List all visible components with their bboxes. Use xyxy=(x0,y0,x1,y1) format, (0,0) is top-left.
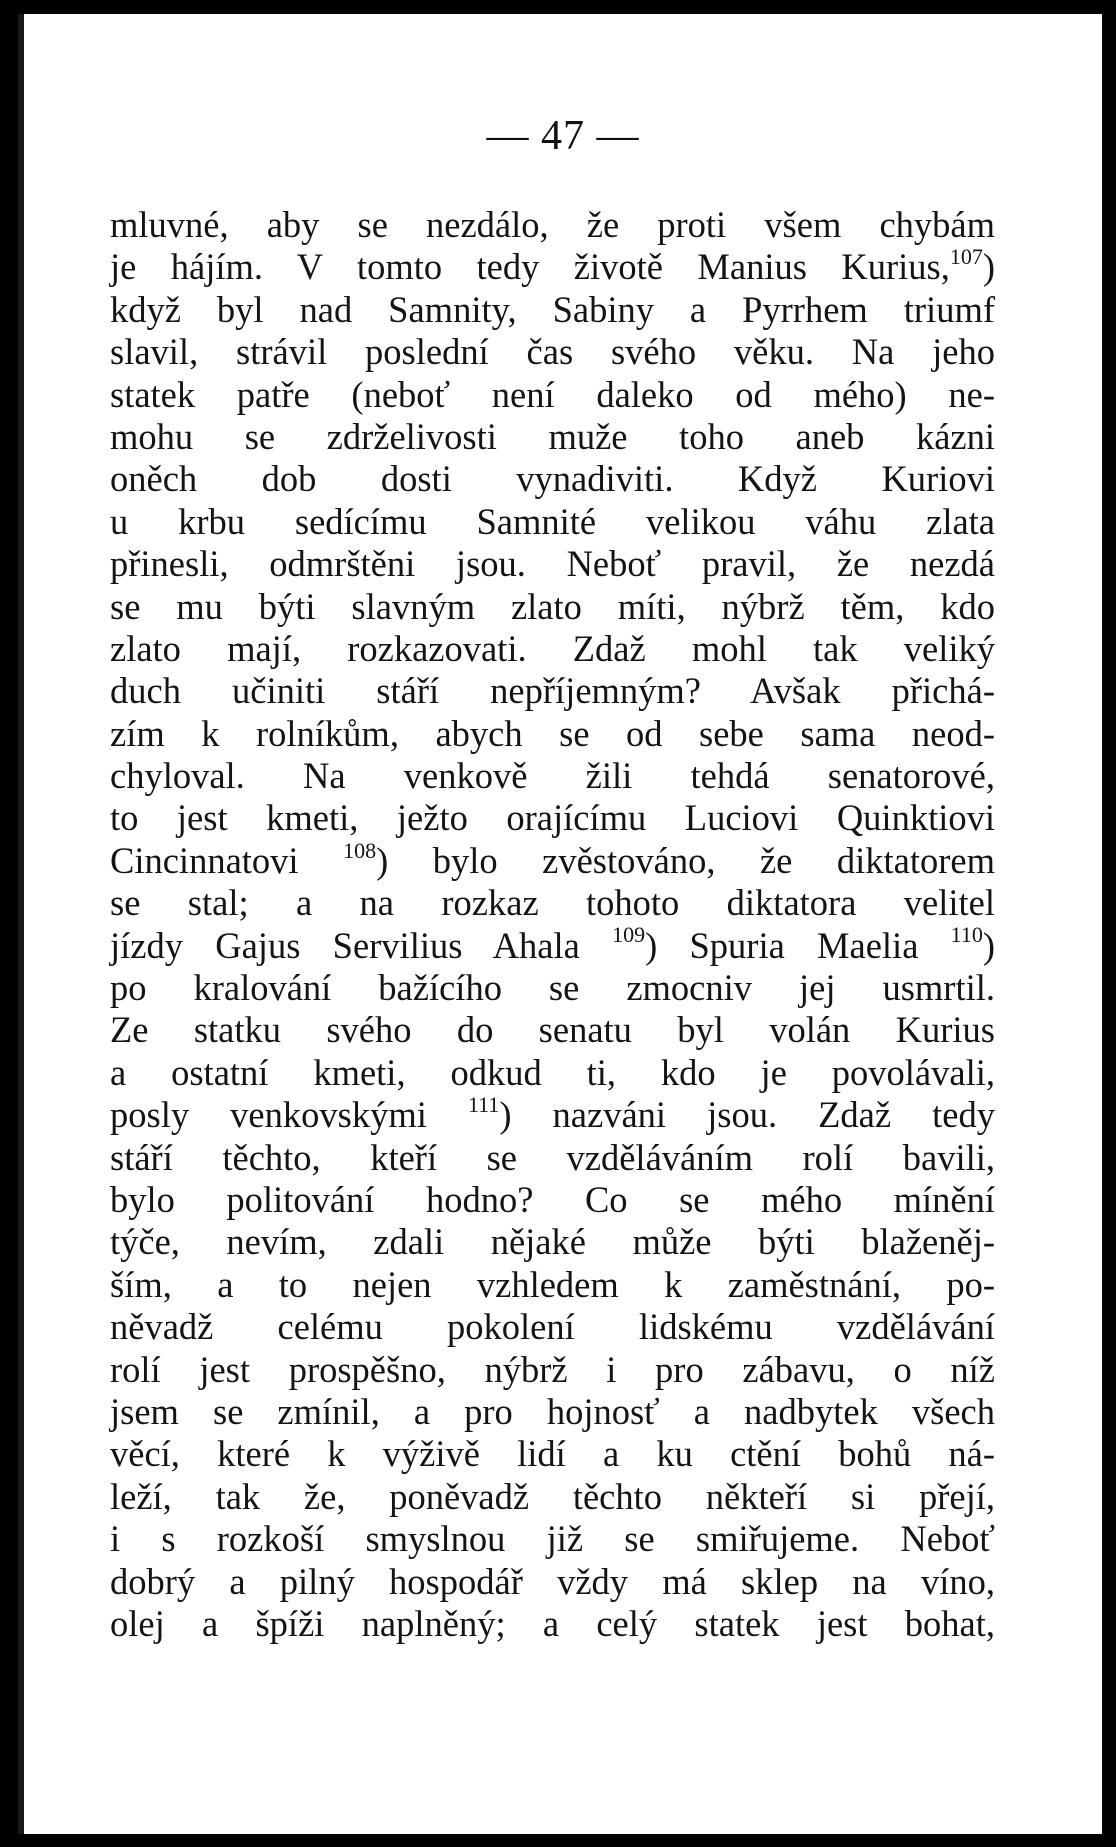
text-line: olej a špíži naplněný; a celý statek jest bohat, xyxy=(110,1602,995,1644)
text-line: a ostatní kmeti, odkud ti, kdo je povolávali, xyxy=(110,1051,995,1093)
text-line: to jest kmeti, ježto orajícímu Luciovi Quinktiovi xyxy=(110,797,995,839)
text-line: Cincinnatovi $^{108}$) bylo zvěstováno, že diktatorem xyxy=(110,837,996,881)
text-line: chyloval. Na venkově žili tehdá senatorové, xyxy=(110,755,995,797)
page-number: — 47 — xyxy=(486,113,640,159)
text-line: dobrý a pilný hospodář vždy má sklep na víno, xyxy=(110,1560,995,1602)
text-line: ším, a to nejen vzhledem k zaměstnání, po- xyxy=(110,1263,995,1305)
text-line: něvadž celému pokolení lidskému vzdělávání xyxy=(110,1306,995,1348)
text-line: duch učiniti stáří nepříjemným? Avšak přichá- xyxy=(110,670,995,712)
text-line: bylo politování hodno? Co se mého mínění xyxy=(110,1178,995,1220)
footnote-ref-111: 111 xyxy=(467,1092,500,1118)
footnote-ref-110: 110 xyxy=(950,922,983,948)
book-page xyxy=(18,14,1102,1834)
text-line: rolí jest prospěšno, nýbrž i pro zábavu, o níž xyxy=(110,1348,995,1390)
footnote-ref-107: 107 xyxy=(949,244,983,270)
text-line: i s rozkoší smyslnou již se smiřujeme. Neboť xyxy=(110,1518,995,1560)
text-line: mohu se zdrželivosti muže toho aneb kázni xyxy=(110,415,995,457)
text-line: statek patře (neboť není daleko od mého) ne- xyxy=(110,373,995,415)
text-line: oněch dob dosti vynadiviti. Když Kuriovi xyxy=(110,458,995,500)
text-line: jízdy Gajus Servilius Ahala $^{109}$) Spuria Maelia $^{110}$) xyxy=(110,922,995,966)
text-line: zlato mají, rozkazovati. Zdaž mohl tak veliký xyxy=(110,627,995,669)
footnote-ref-109: 109 xyxy=(612,922,646,948)
text-line: posly venkovskými $^{111}$) nazváni jsou. Zdaž tedy xyxy=(110,1092,995,1136)
text-line: jsem se zmínil, a pro hojnosť a nadbytek všech xyxy=(110,1390,995,1432)
text-line: týče, nevím, zdali nějaké může býti blaženěj- xyxy=(110,1221,995,1263)
text-line: se stal; a na rozkaz tohoto diktatora velitel xyxy=(110,882,995,924)
text-line: věcí, které k výživě lidí a ku ctění bohů ná- xyxy=(110,1433,995,1475)
text-line: když byl nad Samnity, Sabiny a Pyrrhem triumf xyxy=(110,288,995,330)
text-line: slavil, strávil poslední čas svého věku. Na jeho xyxy=(110,331,995,373)
body-text xyxy=(110,204,995,1645)
text-line: je hájím. V tomto tedy životě Manius Kurius,$^{107}$) xyxy=(110,244,995,288)
text-line: mluvné, aby se nezdálo, že proti všem chybám xyxy=(110,204,995,245)
footnote-ref-108: 108 xyxy=(343,837,377,863)
text-line: leží, tak že, poněvadž těchto někteří si přejí, xyxy=(110,1475,995,1517)
text-line: Ze statku svého do senatu byl volán Kurius xyxy=(110,1009,995,1051)
text-line: se mu býti slavným zlato míti, nýbrž těm, kdo xyxy=(110,585,995,627)
text-line: stáří těchto, kteří se vzděláváním rolí bavili, xyxy=(110,1136,995,1178)
text-line: po kralování bažícího se zmocniv jej usmrtil. xyxy=(110,967,995,1009)
text-line: zím k rolníkům, abych se od sebe sama neod- xyxy=(110,712,995,754)
text-line: přinesli, odmrštěni jsou. Neboť pravil, že nezdá xyxy=(110,543,995,585)
text-line: u krbu sedícímu Samnité velikou váhu zlata xyxy=(110,500,995,542)
